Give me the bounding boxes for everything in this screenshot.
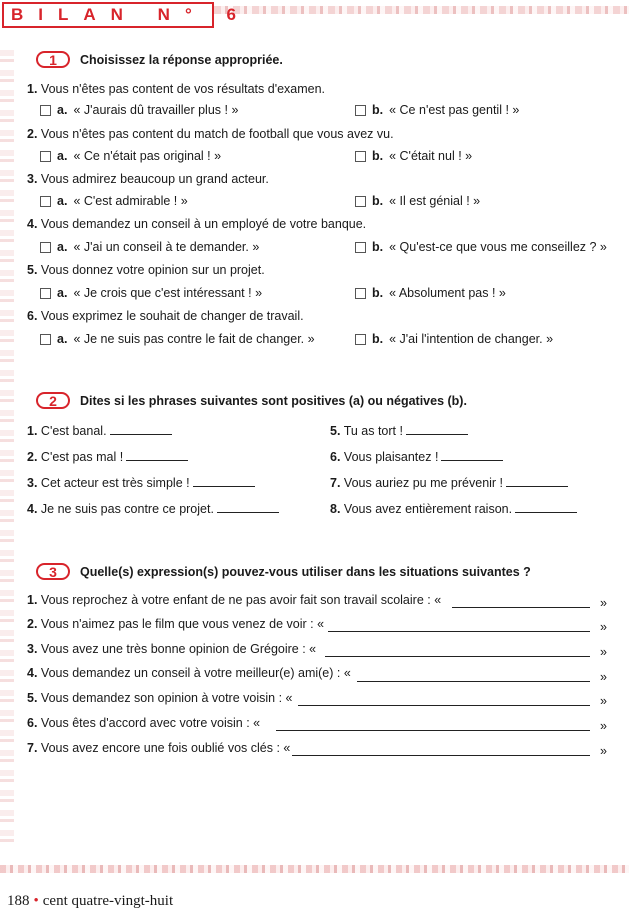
- answer-line[interactable]: [276, 729, 590, 731]
- answer-blank[interactable]: [506, 476, 568, 487]
- answer-blank[interactable]: [515, 502, 577, 513]
- question-2: [27, 127, 394, 141]
- q5-option-a[interactable]: [40, 286, 262, 300]
- question-5: [27, 263, 265, 277]
- option-letter: b.: [372, 149, 384, 163]
- phrase-text: Je ne suis pas contre ce projet.: [40, 502, 214, 516]
- q6-option-b[interactable]: [355, 332, 553, 346]
- situation-7: [27, 741, 290, 755]
- q2-option-a[interactable]: [40, 149, 221, 163]
- option-letter: b.: [372, 332, 384, 346]
- option-text: « Ce n'était pas original ! »: [73, 149, 222, 163]
- phrase-8: [330, 502, 577, 516]
- question-number: 2.: [27, 127, 38, 141]
- question-text: Vous n'êtes pas content du match de football que vous avez vu.: [40, 127, 394, 141]
- checkbox[interactable]: [40, 242, 51, 253]
- closing-quote: »: [600, 620, 607, 634]
- option-letter: a.: [57, 103, 68, 117]
- top-decorative-band: [214, 6, 629, 14]
- phrase-text: Vous avez entièrement raison.: [343, 502, 513, 516]
- page-title: BILAN N° 6: [11, 5, 251, 24]
- question-number: 5.: [27, 263, 38, 277]
- situation-number: 3.: [27, 642, 38, 656]
- phrase-5: [330, 424, 468, 438]
- phrase-number: 6.: [330, 450, 341, 464]
- q3-option-a[interactable]: [40, 194, 188, 208]
- situation-text: Vous avez une très bonne opinion de Grégoire : «: [40, 642, 317, 656]
- checkbox[interactable]: [40, 334, 51, 345]
- option-text: « Absolument pas ! »: [389, 286, 506, 300]
- option-text: « Je ne suis pas contre le fait de changer. »: [73, 332, 315, 346]
- checkbox[interactable]: [40, 288, 51, 299]
- q5-option-b[interactable]: [355, 286, 506, 300]
- closing-quote: »: [600, 596, 607, 610]
- q2-option-b[interactable]: [355, 149, 472, 163]
- question-number: 3.: [27, 172, 38, 186]
- separator-dot: •: [33, 893, 39, 909]
- phrase-text: Vous auriez pu me prévenir !: [343, 476, 504, 490]
- section-2-number: 2: [36, 392, 70, 409]
- phrase-number: 8.: [330, 502, 341, 516]
- q1-option-a[interactable]: [40, 103, 238, 117]
- answer-blank[interactable]: [110, 424, 172, 435]
- phrase-number: 5.: [330, 424, 341, 438]
- option-text: « Qu'est-ce que vous me conseillez ? »: [389, 240, 607, 254]
- phrase-6: [330, 450, 503, 464]
- situation-4: [27, 666, 351, 680]
- option-text: « C'est admirable ! »: [73, 194, 188, 208]
- phrase-2: [27, 450, 188, 464]
- answer-line[interactable]: [357, 680, 590, 682]
- page-footer: [7, 893, 173, 910]
- checkbox[interactable]: [355, 242, 366, 253]
- question-number: 4.: [27, 217, 38, 231]
- checkbox[interactable]: [355, 151, 366, 162]
- answer-blank[interactable]: [217, 502, 279, 513]
- section-3-header: [36, 563, 531, 580]
- situation-1: [27, 593, 441, 607]
- section-2-header: [36, 392, 467, 409]
- answer-line[interactable]: [298, 704, 590, 706]
- section-3-number: 3: [36, 563, 70, 580]
- section-3-instruction: Quelle(s) expression(s) pouvez-vous utiliser dans les situations suivantes ?: [80, 564, 531, 579]
- option-letter: a.: [57, 149, 68, 163]
- phrase-text: C'est banal.: [40, 424, 107, 438]
- answer-blank[interactable]: [406, 424, 468, 435]
- phrase-text: Cet acteur est très simple !: [40, 476, 190, 490]
- answer-blank[interactable]: [441, 450, 503, 461]
- option-text: « Il est génial ! »: [389, 194, 481, 208]
- answer-line[interactable]: [292, 754, 590, 756]
- checkbox[interactable]: [40, 105, 51, 116]
- page-number-words: cent quatre-vingt-huit: [42, 893, 174, 909]
- phrase-3: [27, 476, 255, 490]
- answer-blank[interactable]: [126, 450, 188, 461]
- question-text: Vous demandez un conseil à un employé de votre banque.: [40, 217, 367, 231]
- option-letter: b.: [372, 286, 384, 300]
- q3-option-b[interactable]: [355, 194, 480, 208]
- q4-option-a[interactable]: [40, 240, 259, 254]
- answer-line[interactable]: [452, 606, 590, 608]
- checkbox[interactable]: [355, 196, 366, 207]
- section-1-instruction: Choisissez la réponse appropriée.: [80, 52, 283, 67]
- situation-text: Vous demandez un conseil à votre meilleur(e) ami(e) : «: [40, 666, 351, 680]
- option-letter: a.: [57, 194, 68, 208]
- option-letter: a.: [57, 286, 68, 300]
- situation-5: [27, 691, 292, 705]
- situation-3: [27, 642, 316, 656]
- phrase-text: C'est pas mal !: [40, 450, 124, 464]
- phrase-text: Tu as tort !: [343, 424, 403, 438]
- question-text: Vous donnez votre opinion sur un projet.: [40, 263, 265, 277]
- option-letter: a.: [57, 240, 68, 254]
- answer-line[interactable]: [325, 655, 590, 657]
- option-text: « J'aurais dû travailler plus ! »: [73, 103, 239, 117]
- option-letter: b.: [372, 240, 384, 254]
- option-text: « Je crois que c'est intéressant ! »: [73, 286, 263, 300]
- situation-6: [27, 716, 260, 730]
- left-decorative-band: [0, 50, 14, 850]
- phrase-number: 4.: [27, 502, 38, 516]
- phrase-4: [27, 502, 279, 516]
- option-letter: a.: [57, 332, 68, 346]
- answer-line[interactable]: [328, 630, 590, 632]
- question-6: [27, 309, 304, 323]
- closing-quote: »: [600, 744, 607, 758]
- situation-number: 7.: [27, 741, 38, 755]
- section-1-number: 1: [36, 51, 70, 68]
- situation-text: Vous avez encore une fois oublié vos clés : «: [40, 741, 291, 755]
- question-text: Vous n'êtes pas content de vos résultats d'examen.: [40, 82, 326, 96]
- q6-option-a[interactable]: [40, 332, 315, 346]
- situation-2: [27, 617, 324, 631]
- section-2-instruction: Dites si les phrases suivantes sont positives (a) ou négatives (b).: [80, 393, 467, 408]
- closing-quote: »: [600, 694, 607, 708]
- checkbox[interactable]: [40, 196, 51, 207]
- question-4: [27, 217, 366, 231]
- question-1: [27, 82, 325, 96]
- situation-number: 1.: [27, 593, 38, 607]
- checkbox[interactable]: [355, 288, 366, 299]
- question-number: 1.: [27, 82, 38, 96]
- situation-number: 4.: [27, 666, 38, 680]
- checkbox[interactable]: [40, 151, 51, 162]
- question-3: [27, 172, 269, 186]
- phrase-7: [330, 476, 568, 490]
- section-1-header: [36, 51, 283, 68]
- page-title-box: [2, 2, 251, 28]
- phrase-number: 3.: [27, 476, 38, 490]
- q4-option-b[interactable]: [355, 240, 607, 254]
- option-text: « C'était nul ! »: [389, 149, 473, 163]
- situation-text: Vous reprochez à votre enfant de ne pas avoir fait son travail scolaire : «: [40, 593, 442, 607]
- option-text: « Ce n'est pas gentil ! »: [389, 103, 520, 117]
- q1-option-b[interactable]: [355, 103, 519, 117]
- situation-number: 6.: [27, 716, 38, 730]
- option-letter: b.: [372, 194, 384, 208]
- situation-text: Vous êtes d'accord avec votre voisin : «: [40, 716, 261, 730]
- closing-quote: »: [600, 719, 607, 733]
- situation-number: 5.: [27, 691, 38, 705]
- phrase-text: Vous plaisantez !: [343, 450, 439, 464]
- page-number: 188: [7, 893, 30, 909]
- question-text: Vous exprimez le souhait de changer de travail.: [40, 309, 304, 323]
- question-text: Vous admirez beaucoup un grand acteur.: [40, 172, 269, 186]
- situation-text: Vous n'aimez pas le film que vous venez de voir : «: [40, 617, 325, 631]
- phrase-number: 7.: [330, 476, 341, 490]
- situation-text: Vous demandez son opinion à votre voisin : «: [40, 691, 293, 705]
- checkbox[interactable]: [355, 334, 366, 345]
- closing-quote: »: [600, 645, 607, 659]
- answer-blank[interactable]: [193, 476, 255, 487]
- question-number: 6.: [27, 309, 38, 323]
- option-text: « J'ai l'intention de changer. »: [389, 332, 554, 346]
- phrase-number: 1.: [27, 424, 38, 438]
- option-letter: b.: [372, 103, 384, 117]
- option-text: « J'ai un conseil à te demander. »: [73, 240, 260, 254]
- checkbox[interactable]: [355, 105, 366, 116]
- phrase-1: [27, 424, 172, 438]
- closing-quote: »: [600, 670, 607, 684]
- bottom-decorative-band: [0, 865, 629, 873]
- situation-number: 2.: [27, 617, 38, 631]
- phrase-number: 2.: [27, 450, 38, 464]
